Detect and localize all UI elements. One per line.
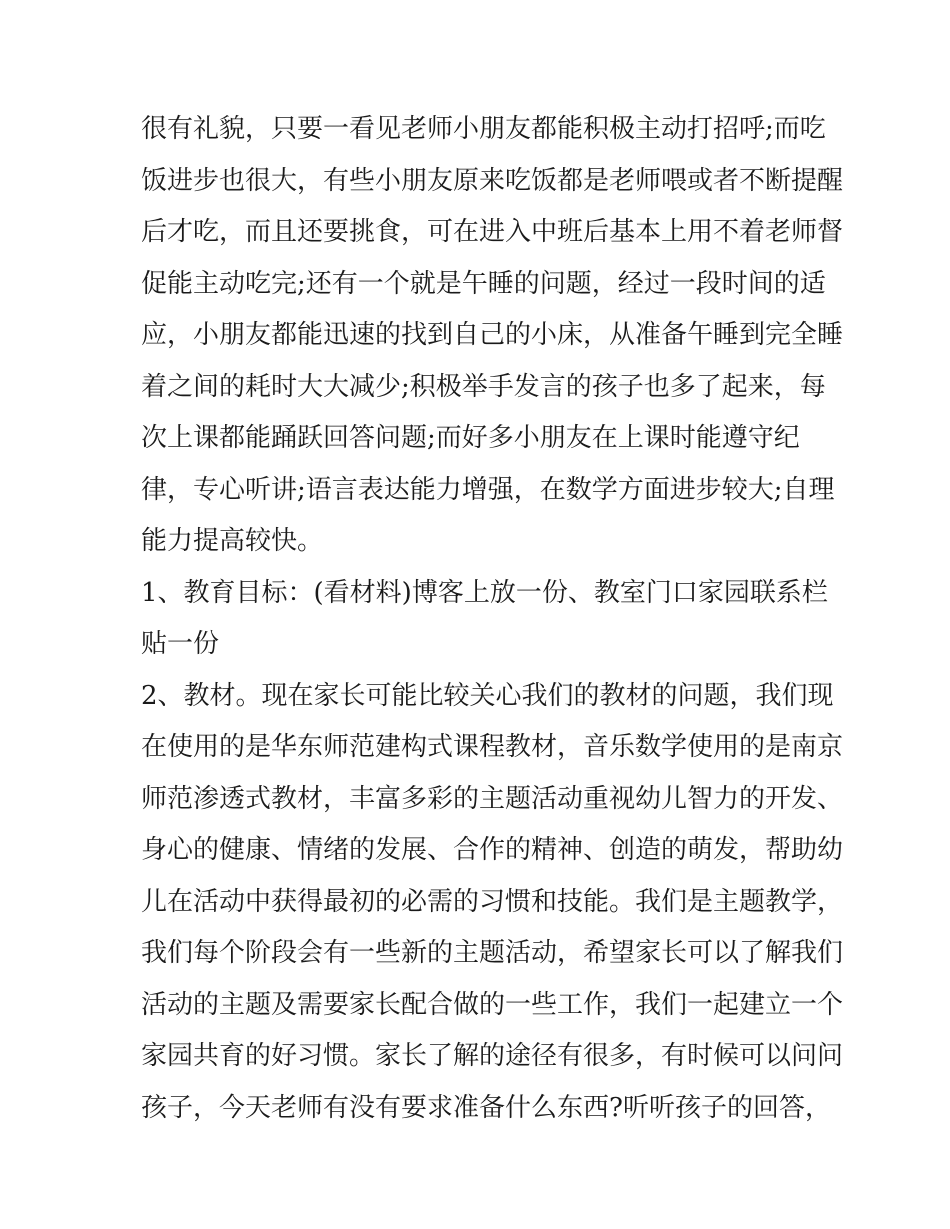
text-line: 师范渗透式教材，丰富多彩的主题活动重视幼儿智力的开发、 [141,783,844,814]
text-line: 2、教材。现在家长可能比较关心我们的教材的问题，我们现 [141,680,834,711]
text-line: 儿在活动中获得最初的必需的习惯和技能。我们是主题教学， [141,886,844,917]
text-line: 1、教育目标：(看材料)博客上放一份、教室门口家园联系栏 [141,577,828,608]
text-line: 孩子，今天老师有没有要求准备什么东西?听听孩子的回答， [141,1092,831,1123]
text-line: 身心的健康、情绪的发展、合作的精神、创造的萌发，帮助幼 [141,835,844,865]
text-line: 我们每个阶段会有一些新的主题活动，希望家长可以了解我们 [141,938,844,968]
text-line: 很有礼貌，只要一看见老师小朋友都能积极主动打招呼;而吃 [141,114,826,144]
text-line: 活动的主题及需要家长配合做的一些工作，我们一起建立一个 [141,989,844,1020]
text-line: 在使用的是华东师范建构式课程教材，音乐数学使用的是南京 [141,732,844,762]
text-line: 次上课都能踊跃回答问题;而好多小朋友在上课时能遵守纪 [141,423,800,453]
text-line: 能力提高较快。 [141,526,324,556]
text-line: 后才吃，而且还要挑食，可在进入中班后基本上用不着老师督 [141,217,844,247]
text-line: 促能主动吃完;还有一个就是午睡的问题，经过一段时间的适 [141,268,826,299]
text-line: 律，专心听讲;语言表达能力增强，在数学方面进步较大;自理 [141,474,835,505]
text-line: 贴一份 [141,629,220,659]
text-line: 家园共育的好习惯。家长了解的途径有很多，有时候可以问问 [141,1041,844,1071]
text-line: 应，小朋友都能迅速的找到自己的小床，从准备午睡到完全睡 [141,320,844,350]
text-line: 着之间的耗时大大减少;积极举手发言的孩子也多了起来，每 [141,371,826,402]
text-line: 饭进步也很大，有些小朋友原来吃饭都是老师喂或者不断提醒 [141,165,844,196]
body-text [141,104,844,1134]
